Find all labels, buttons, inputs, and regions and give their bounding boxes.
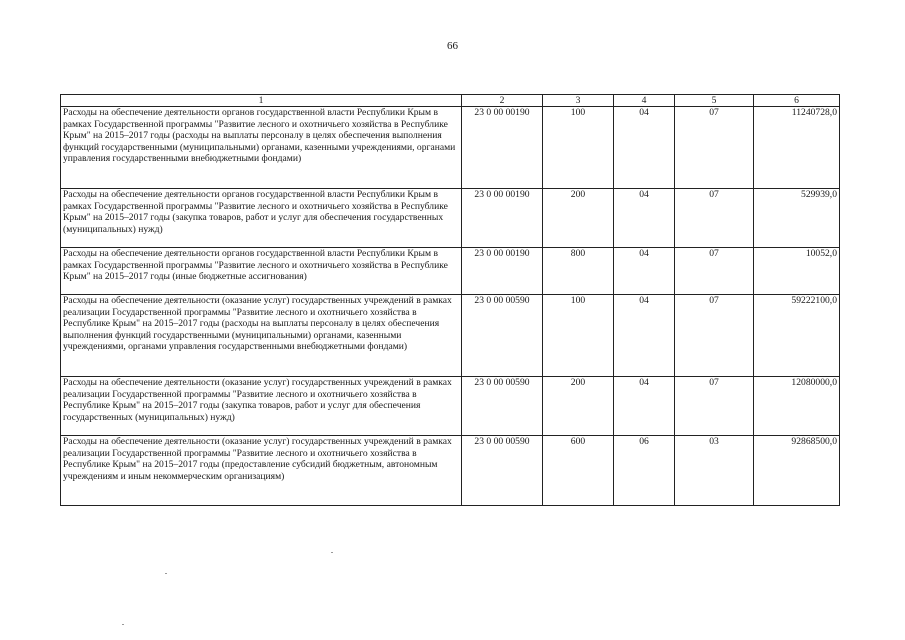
table-row: [61, 436, 840, 506]
subsection-code: 03: [675, 436, 754, 506]
expense-description: Расходы на обеспечение деятельности (оказание услуг) государственных учреждений в рамках реализации Государственной программы "Развитие лесного и охотничьего хозяйства в Республике Крым" на 2015–2017 годы (предоставление субсидий бюджетным, автономным учреждениям и иным некоммерческим организациям): [61, 436, 462, 506]
header-cell-2: 2: [462, 95, 543, 107]
amount: 59222100,0: [754, 295, 840, 377]
target-article-code: 23 0 00 00590: [462, 295, 543, 377]
target-article-code: 23 0 00 00190: [462, 248, 543, 295]
expense-type-code: 200: [543, 377, 614, 436]
header-cell-3: 3: [543, 95, 614, 107]
scan-speck: [331, 552, 333, 553]
section-code: 04: [614, 107, 675, 189]
budget-table: [60, 94, 840, 506]
table-row: [61, 248, 840, 295]
header-cell-4: 4: [614, 95, 675, 107]
expense-type-code: 100: [543, 107, 614, 189]
amount: 12080000,0: [754, 377, 840, 436]
header-cell-6: 6: [754, 95, 840, 107]
subsection-code: 07: [675, 107, 754, 189]
header-cell-1: 1: [61, 95, 462, 107]
subsection-code: 07: [675, 189, 754, 248]
expense-description: Расходы на обеспечение деятельности органов государственной власти Республики Крым в рамках Государственной программы "Развитие лесного и охотничьего хозяйства в Республике Крым" на 2015–2017 годы (иные бюджетные ассигнования): [61, 248, 462, 295]
amount: 11240728,0: [754, 107, 840, 189]
subsection-code: 07: [675, 248, 754, 295]
page-number: 66: [447, 40, 458, 52]
subsection-code: 07: [675, 295, 754, 377]
amount: 529939,0: [754, 189, 840, 248]
table-row: [61, 295, 840, 377]
scan-speck: [165, 573, 167, 574]
expense-description: Расходы на обеспечение деятельности органов государственной власти Республики Крым в рамках Государственной программы "Развитие лесного и охотничьего хозяйства в Республике Крым" на 2015–2017 годы (расходы на выплаты персоналу в целях обеспечения выполнения функций государственными (муниципальными) органами, казенными учреждениями, органами управления государственными внебюджетными фондами): [61, 107, 462, 189]
expense-type-code: 200: [543, 189, 614, 248]
expense-description: Расходы на обеспечение деятельности (оказание услуг) государственных учреждений в рамках реализации Государственной программы "Развитие лесного и охотничьего хозяйства в Республике Крым" на 2015–2017 годы (закупка товаров, работ и услуг для обеспечения государственных (муниципальных) нужд): [61, 377, 462, 436]
expense-type-code: 800: [543, 248, 614, 295]
header-cell-5: 5: [675, 95, 754, 107]
header-row: [61, 95, 840, 107]
subsection-code: 07: [675, 377, 754, 436]
section-code: 04: [614, 189, 675, 248]
target-article-code: 23 0 00 00590: [462, 377, 543, 436]
table-row: [61, 107, 840, 189]
section-code: 04: [614, 248, 675, 295]
table-row: [61, 377, 840, 436]
target-article-code: 23 0 00 00590: [462, 436, 543, 506]
section-code: 04: [614, 377, 675, 436]
target-article-code: 23 0 00 00190: [462, 189, 543, 248]
table-row: [61, 189, 840, 248]
expense-type-code: 600: [543, 436, 614, 506]
expense-description: Расходы на обеспечение деятельности (оказание услуг) государственных учреждений в рамках реализации Государственной программы "Развитие лесного и охотничьего хозяйства в Республике Крым" на 2015–2017 годы (расходы на выплаты персоналу в целях обеспечения выполнения функций государственными (муниципальными) органами, казенными учреждениями, органами управления государственными внебюджетными фондами): [61, 295, 462, 377]
section-code: 04: [614, 295, 675, 377]
amount: 10052,0: [754, 248, 840, 295]
expense-description: Расходы на обеспечение деятельности органов государственной власти Республики Крым в рамках Государственной программы "Развитие лесного и охотничьего хозяйства в Республике Крым" на 2015–2017 годы (закупка товаров, работ и услуг для обеспечения государственных (муниципальных) нужд): [61, 189, 462, 248]
section-code: 06: [614, 436, 675, 506]
target-article-code: 23 0 00 00190: [462, 107, 543, 189]
scan-speck: [122, 624, 124, 625]
expense-type-code: 100: [543, 295, 614, 377]
amount: 92868500,0: [754, 436, 840, 506]
